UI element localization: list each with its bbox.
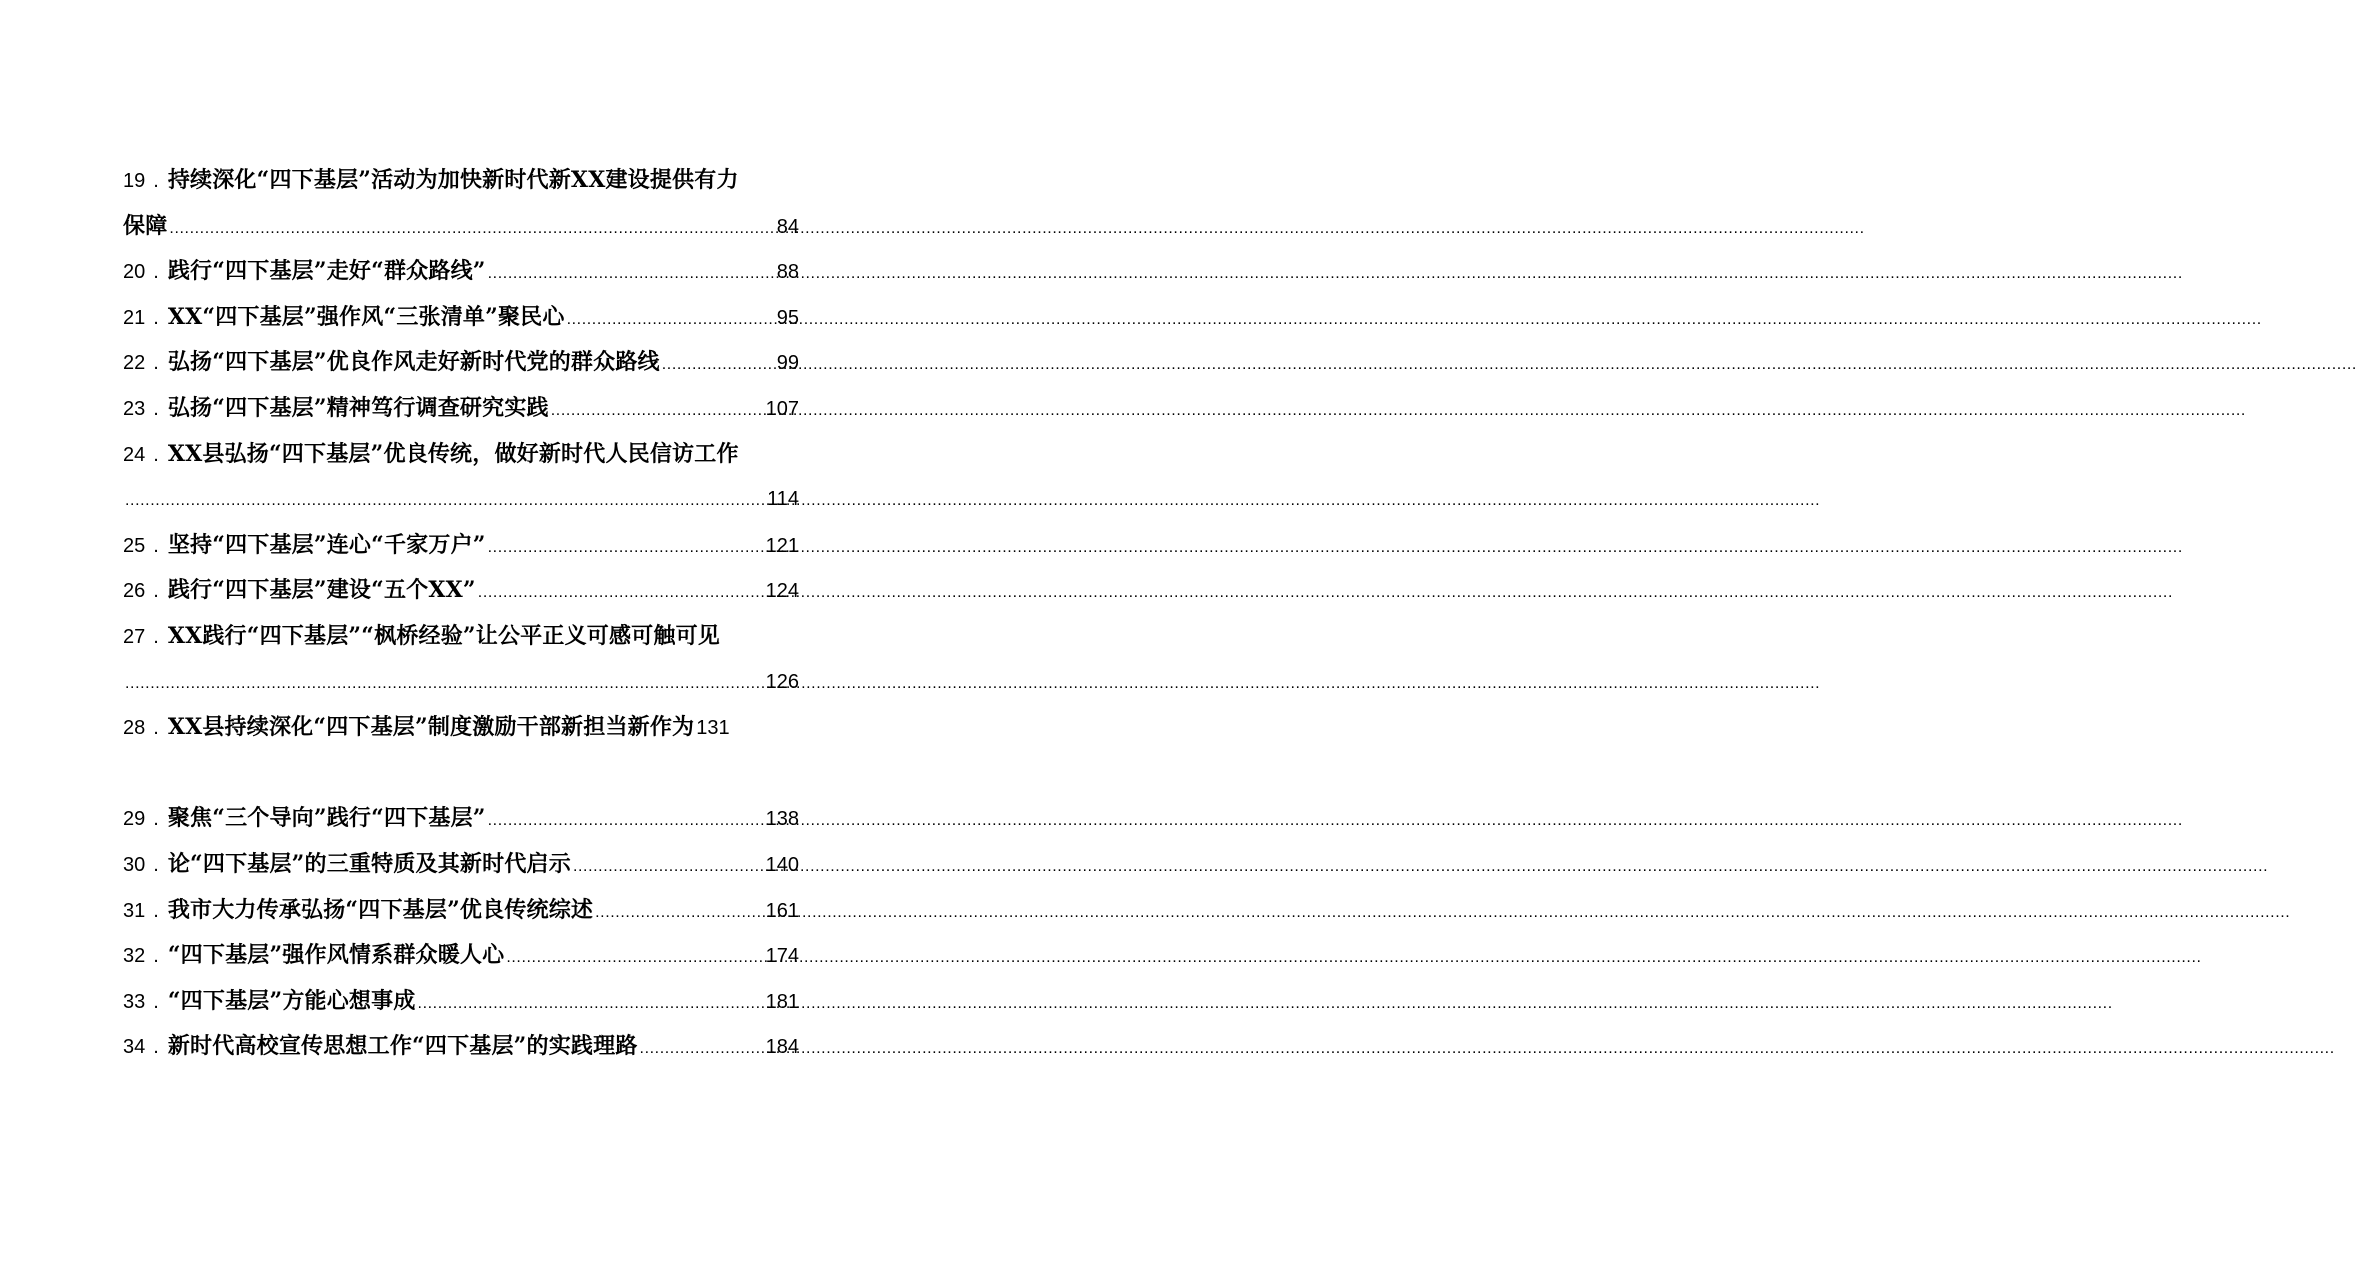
- toc-entry[interactable]: [123, 979, 799, 1025]
- entry-title: 我市大力传承弘扬“四下基层”优良传统综述: [167, 896, 594, 923]
- toc-entry[interactable]: [123, 432, 799, 523]
- toc-entry[interactable]: [123, 386, 799, 432]
- entry-number: 33: [123, 990, 146, 1013]
- entry-separator: .: [153, 945, 159, 968]
- entry-title: 弘扬“四下基层”精神笃行调查研究实践: [167, 394, 549, 421]
- entry-separator: .: [153, 808, 159, 831]
- entry-separator: .: [153, 261, 159, 284]
- toc-entry[interactable]: [123, 568, 799, 614]
- entry-page-number: 99: [776, 352, 799, 375]
- entry-number: 26: [123, 580, 146, 603]
- entry-page-number: 88: [776, 261, 799, 284]
- toc-entry[interactable]: [123, 523, 799, 569]
- entry-title: 新时代高校宣传思想工作“四下基层”的实践理路: [167, 1033, 638, 1060]
- entry-page-number: 126: [765, 670, 799, 693]
- entry-title-continued: 保障: [123, 212, 168, 239]
- entry-page-number: 107: [765, 397, 799, 420]
- entry-page-number: 174: [765, 945, 799, 968]
- entry-page-number: 131: [696, 717, 730, 740]
- entry-number: 29: [123, 808, 146, 831]
- entry-title: XX“四下基层”强作风“三张清单”聚民心: [167, 303, 565, 330]
- entry-number: 27: [123, 625, 146, 648]
- toc-entry[interactable]: [123, 842, 799, 888]
- entry-separator: .: [153, 170, 159, 192]
- entry-page-number: 121: [765, 534, 799, 557]
- entry-number: 19: [123, 170, 146, 192]
- entry-title: “四下基层”强作风情系群众暖人心: [167, 942, 505, 969]
- toc-entry[interactable]: [123, 158, 799, 249]
- entry-title: 论“四下基层”的三重特质及其新时代启示: [167, 850, 571, 877]
- entry-page-number: 138: [765, 808, 799, 831]
- entry-page-number: 95: [776, 306, 799, 329]
- entry-separator: .: [153, 853, 159, 876]
- dot-leader: [638, 1026, 764, 1072]
- entry-title: “四下基层”方能心想事成: [167, 987, 416, 1014]
- toc-entry[interactable]: [123, 249, 799, 295]
- entry-separator: .: [153, 899, 159, 922]
- toc-entry[interactable]: [123, 705, 799, 751]
- entry-title: XX县弘扬“四下基层”优良传统，做好新时代人民信访工作: [167, 440, 739, 467]
- toc-entry[interactable]: [123, 295, 799, 341]
- entry-separator: .: [153, 990, 159, 1013]
- toc-entry[interactable]: [123, 933, 799, 979]
- dot-leader: [486, 798, 764, 844]
- entry-title: 聚焦“三个导向”践行“四下基层”: [167, 805, 486, 832]
- entry-title: 坚持“四下基层”连心“千家万户”: [167, 531, 486, 558]
- entry-page-number: 140: [765, 853, 799, 876]
- entry-separator: .: [153, 580, 159, 603]
- entry-title: 践行“四下基层”建设“五个XX”: [167, 577, 476, 604]
- entry-page-number: 184: [765, 1036, 799, 1059]
- entry-number: 21: [123, 306, 146, 329]
- entry-separator: .: [153, 443, 159, 466]
- entry-number: 23: [123, 397, 146, 420]
- entry-page-number: 84: [776, 215, 799, 238]
- entry-separator: .: [153, 397, 159, 420]
- dot-leader: [123, 478, 765, 524]
- entry-number: 25: [123, 534, 146, 557]
- dot-leader: [167, 206, 774, 252]
- toc-entry[interactable]: [123, 888, 799, 934]
- dot-leader: [504, 935, 763, 981]
- entry-title: XX践行“四下基层”“枫桥经验”让公平正义可感可触可见: [167, 622, 720, 649]
- entry-number: 31: [123, 899, 146, 922]
- toc-entry[interactable]: [123, 1024, 799, 1070]
- entry-number: 28: [123, 717, 146, 740]
- dot-leader: [571, 844, 764, 890]
- dot-leader: [486, 525, 764, 571]
- entry-number: 34: [123, 1036, 146, 1059]
- entry-page-number: 114: [767, 488, 799, 511]
- entry-title: XX县持续深化“四下基层”制度激励干部新担当新作为: [167, 714, 695, 741]
- dot-leader: [549, 388, 764, 434]
- table-of-contents: [123, 158, 799, 1070]
- entry-title: 弘扬“四下基层”优良作风走好新时代党的群众路线: [167, 349, 660, 376]
- entry-separator: .: [153, 306, 159, 329]
- entry-number: 32: [123, 945, 146, 968]
- entry-separator: .: [153, 1036, 159, 1059]
- dot-leader: [416, 981, 764, 1027]
- toc-entry[interactable]: [123, 614, 799, 705]
- toc-entry[interactable]: [123, 796, 799, 842]
- entry-separator: .: [153, 352, 159, 375]
- entry-separator: .: [153, 717, 159, 740]
- entry-title: 践行“四下基层”走好“群众路线”: [167, 258, 486, 285]
- entry-number: 30: [123, 853, 146, 876]
- entry-separator: .: [153, 625, 159, 648]
- entry-separator: .: [153, 534, 159, 557]
- entry-page-number: 181: [765, 990, 799, 1013]
- entry-number: 24: [123, 443, 146, 466]
- dot-leader: [660, 342, 775, 388]
- dot-leader: [476, 570, 764, 616]
- entry-number: 22: [123, 352, 146, 375]
- toc-entry[interactable]: [123, 340, 799, 386]
- dot-leader: [593, 890, 764, 936]
- entry-number: 20: [123, 261, 146, 284]
- entry-page-number: 161: [765, 899, 799, 922]
- dot-leader: [486, 251, 775, 297]
- entry-title: 持续深化“四下基层”活动为加快新时代新XX建设提供有力: [167, 167, 739, 193]
- blank-line: [123, 751, 799, 797]
- entry-page-number: 124: [765, 580, 799, 603]
- dot-leader: [565, 297, 775, 343]
- dot-leader: [123, 661, 764, 707]
